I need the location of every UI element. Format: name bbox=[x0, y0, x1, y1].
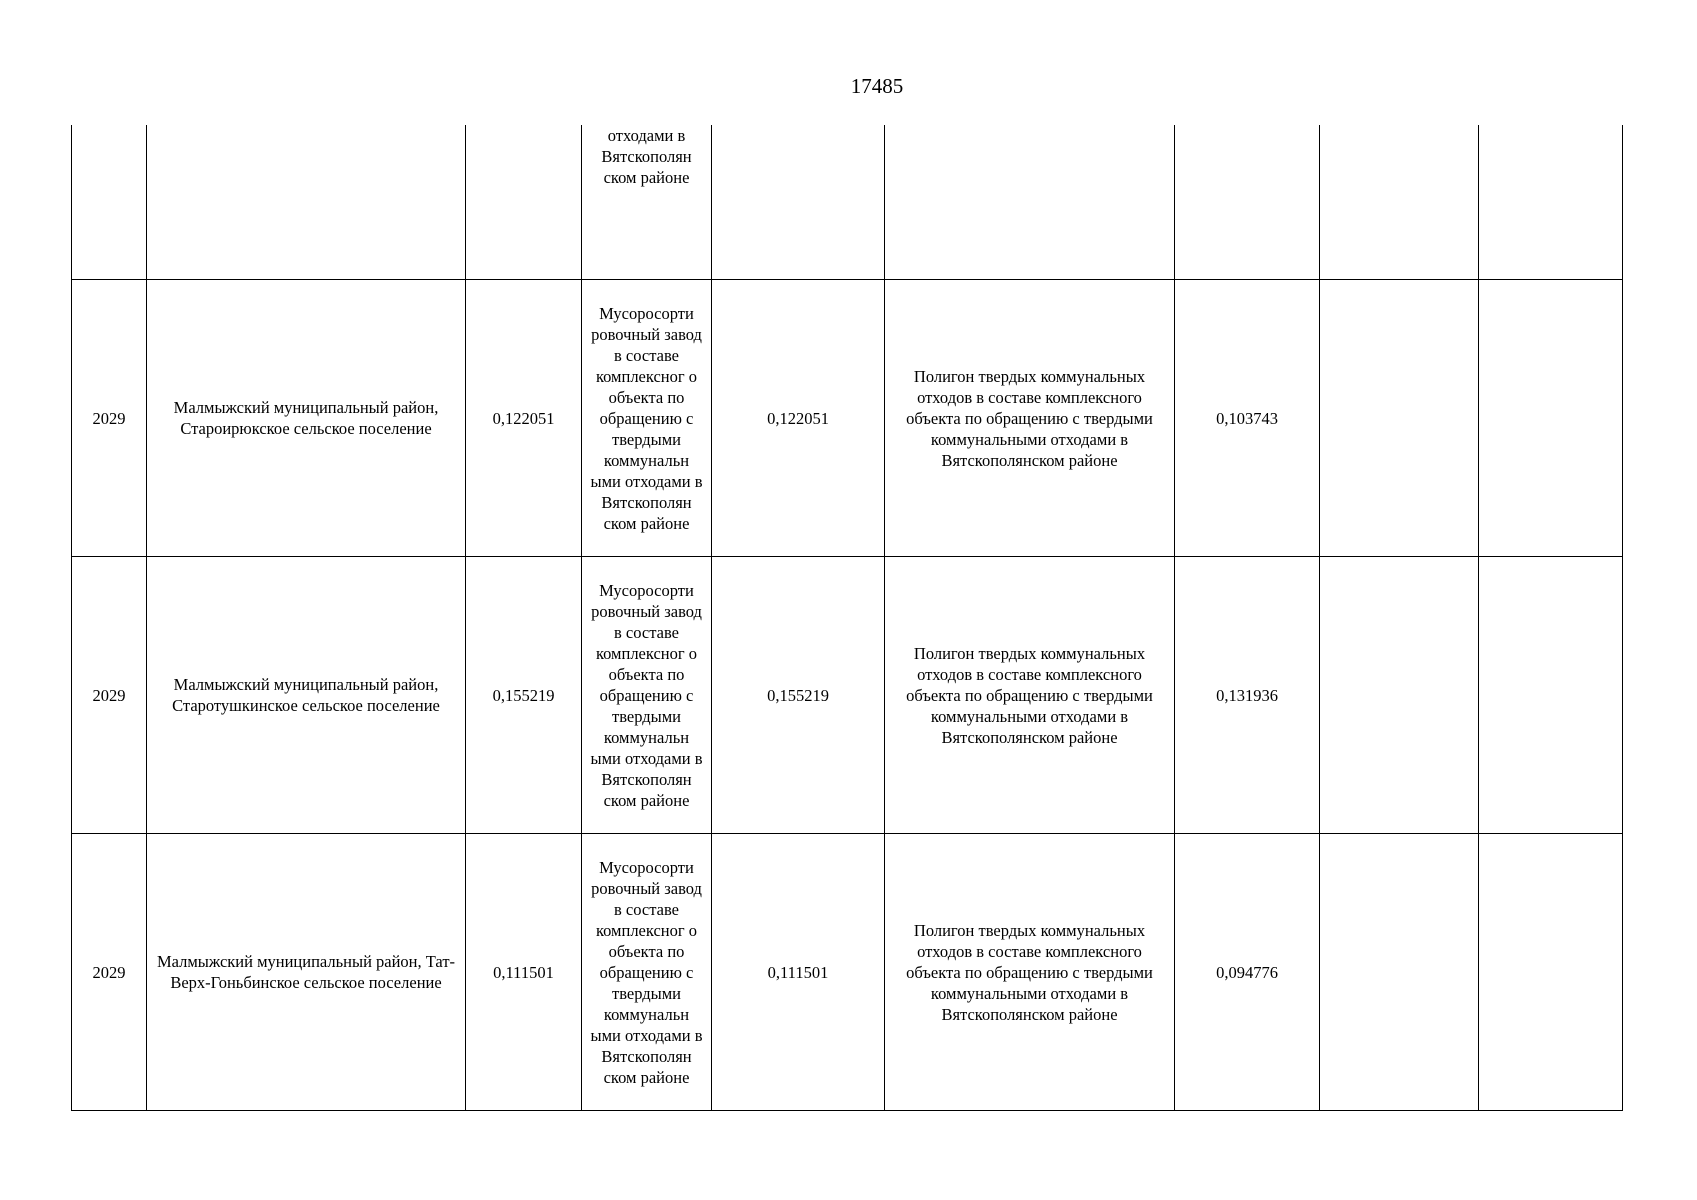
cell-landfill: Полигон твердых коммунальных отходов в составе комплексного объекта по обращению с твердыми коммунальными отходами в Вятскополянском районе bbox=[885, 834, 1175, 1111]
cell-volume-to-landfill: 0,103743 bbox=[1175, 280, 1320, 557]
cell-municipality: Малмыжский муниципальный район, Тат-Верх-Гоньбинское сельское поселение bbox=[147, 834, 466, 1111]
cell-col9 bbox=[1479, 125, 1623, 280]
cell-col8 bbox=[1320, 834, 1479, 1111]
cell-volume-total: 0,155219 bbox=[466, 557, 582, 834]
cell-volume-to-sorting: 0,155219 bbox=[712, 557, 885, 834]
cell-landfill bbox=[885, 125, 1175, 280]
cell-sorting-facility: Мусоросорти ровочный завод в составе комплексног о объекта по обращению с твердыми коммунальн ыми отходами в Вятскополян ском районе bbox=[582, 834, 712, 1111]
cell-volume-to-landfill: 0,131936 bbox=[1175, 557, 1320, 834]
cell-sorting-facility: отходами в Вятскополян ском районе bbox=[582, 125, 712, 280]
cell-year: 2029 bbox=[72, 557, 147, 834]
table-row bbox=[72, 280, 1623, 557]
cell-year: 2029 bbox=[72, 280, 147, 557]
cell-volume-to-landfill: 0,094776 bbox=[1175, 834, 1320, 1111]
cell-sorting-facility: Мусоросорти ровочный завод в составе комплексног о объекта по обращению с твердыми коммунальн ыми отходами в Вятскополян ском районе bbox=[582, 280, 712, 557]
table-row-continuation bbox=[72, 125, 1623, 280]
table-row bbox=[72, 834, 1623, 1111]
cell-sorting-facility: Мусоросорти ровочный завод в составе комплексног о объекта по обращению с твердыми коммунальн ыми отходами в Вятскополян ском районе bbox=[582, 557, 712, 834]
cell-municipality: Малмыжский муниципальный район, Старотушкинское сельское поселение bbox=[147, 557, 466, 834]
cell-municipality: Малмыжский муниципальный район, Староирюкское сельское поселение bbox=[147, 280, 466, 557]
cell-year bbox=[72, 125, 147, 280]
cell-col9 bbox=[1479, 557, 1623, 834]
cell-col8 bbox=[1320, 280, 1479, 557]
cell-volume-to-sorting: 0,111501 bbox=[712, 834, 885, 1111]
cell-volume-to-sorting: 0,122051 bbox=[712, 280, 885, 557]
cell-volume-total: 0,122051 bbox=[466, 280, 582, 557]
cell-landfill: Полигон твердых коммунальных отходов в составе комплексного объекта по обращению с твердыми коммунальными отходами в Вятскополянском районе bbox=[885, 280, 1175, 557]
cell-volume-total: 0,111501 bbox=[466, 834, 582, 1111]
cell-col8 bbox=[1320, 125, 1479, 280]
cell-municipality bbox=[147, 125, 466, 280]
cell-col9 bbox=[1479, 280, 1623, 557]
cell-volume-total bbox=[466, 125, 582, 280]
cell-volume-to-sorting bbox=[712, 125, 885, 280]
table-row bbox=[72, 557, 1623, 834]
cell-year: 2029 bbox=[72, 834, 147, 1111]
cell-volume-to-landfill bbox=[1175, 125, 1320, 280]
waste-flow-table bbox=[71, 125, 1623, 1111]
cell-col8 bbox=[1320, 557, 1479, 834]
cell-landfill: Полигон твердых коммунальных отходов в составе комплексного объекта по обращению с твердыми коммунальными отходами в Вятскополянском районе bbox=[885, 557, 1175, 834]
cell-col9 bbox=[1479, 834, 1623, 1111]
page-number: 17485 bbox=[850, 74, 904, 98]
